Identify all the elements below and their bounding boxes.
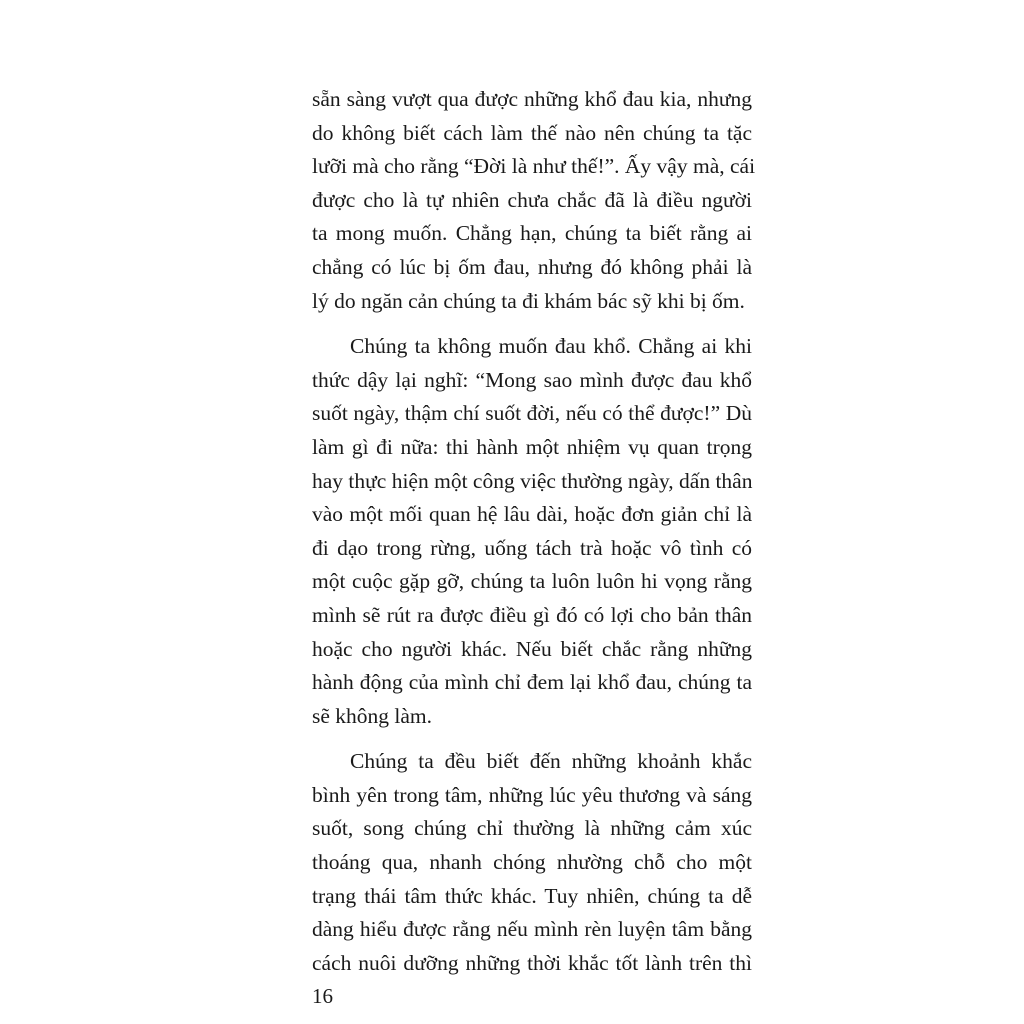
- text-line: thoáng qua, nhanh chóng nhường chỗ cho một: [312, 850, 752, 875]
- text-line: dàng hiểu được rằng nếu mình rèn luyện tâm bằng: [312, 917, 752, 942]
- text-line: một cuộc gặp gỡ, chúng ta luôn luôn hi vọng rằng: [312, 569, 752, 594]
- text-line: ta mong muốn. Chẳng hạn, chúng ta biết rằng ai: [312, 221, 752, 246]
- paragraph-3: [312, 745, 752, 980]
- text-line: hay thực hiện một công việc thường ngày, dấn thân: [312, 468, 753, 493]
- text-line: do không biết cách làm thế nào nên chúng ta tặc: [312, 120, 752, 145]
- text-line: chẳng có lúc bị ốm đau, nhưng đó không phải là: [312, 254, 752, 279]
- paragraph-2: [312, 330, 752, 733]
- text-line: suốt, song chúng chỉ thường là những cảm xúc: [312, 816, 752, 841]
- page-number: 16: [312, 984, 333, 1008]
- text-line: bình yên trong tâm, những lúc yêu thương và sáng: [312, 782, 752, 807]
- text-line: thức dậy lại nghĩ: “Mong sao mình được đau khổ: [312, 367, 752, 392]
- text-line: Chúng ta không muốn đau khổ. Chẳng ai khi: [350, 334, 752, 359]
- text-line: Chúng ta đều biết đến những khoảnh khắc: [350, 749, 752, 774]
- text-line: đi dạo trong rừng, uống tách trà hoặc vô tình có: [312, 535, 752, 560]
- text-line: hoặc cho người khác. Nếu biết chắc rằng những: [312, 636, 752, 661]
- text-line: hành động của mình chỉ đem lại khổ đau, chúng ta: [312, 670, 752, 695]
- text-line: lý do ngăn cản chúng ta đi khám bác sỹ khi bị ốm.: [312, 288, 745, 313]
- text-line: mình sẽ rút ra được điều gì đó có lợi cho bản thân: [312, 602, 752, 627]
- text-line: lưỡi mà cho rằng “Đời là như thế!”. Ấy vậy mà, cái: [312, 154, 756, 179]
- text-line: trạng thái tâm thức khác. Tuy nhiên, chúng ta dễ: [312, 883, 752, 908]
- text-line: vào một mối quan hệ lâu dài, hoặc đơn giản chỉ là: [312, 502, 752, 527]
- text-line: sẵn sàng vượt qua được những khổ đau kia, nhưng: [312, 87, 752, 111]
- body-text: [312, 83, 756, 980]
- text-line: được cho là tự nhiên chưa chắc đã là điều người: [312, 187, 752, 212]
- text-line: suốt ngày, thậm chí suốt đời, nếu có thể được!” Dù: [312, 401, 752, 426]
- text-line: sẽ không làm.: [312, 703, 433, 728]
- paragraph-1: [312, 83, 756, 318]
- text-line: làm gì đi nữa: thi hành một nhiệm vụ quan trọng: [312, 434, 752, 459]
- text-line: cách nuôi dưỡng những thời khắc tốt lành trên thì: [312, 950, 752, 975]
